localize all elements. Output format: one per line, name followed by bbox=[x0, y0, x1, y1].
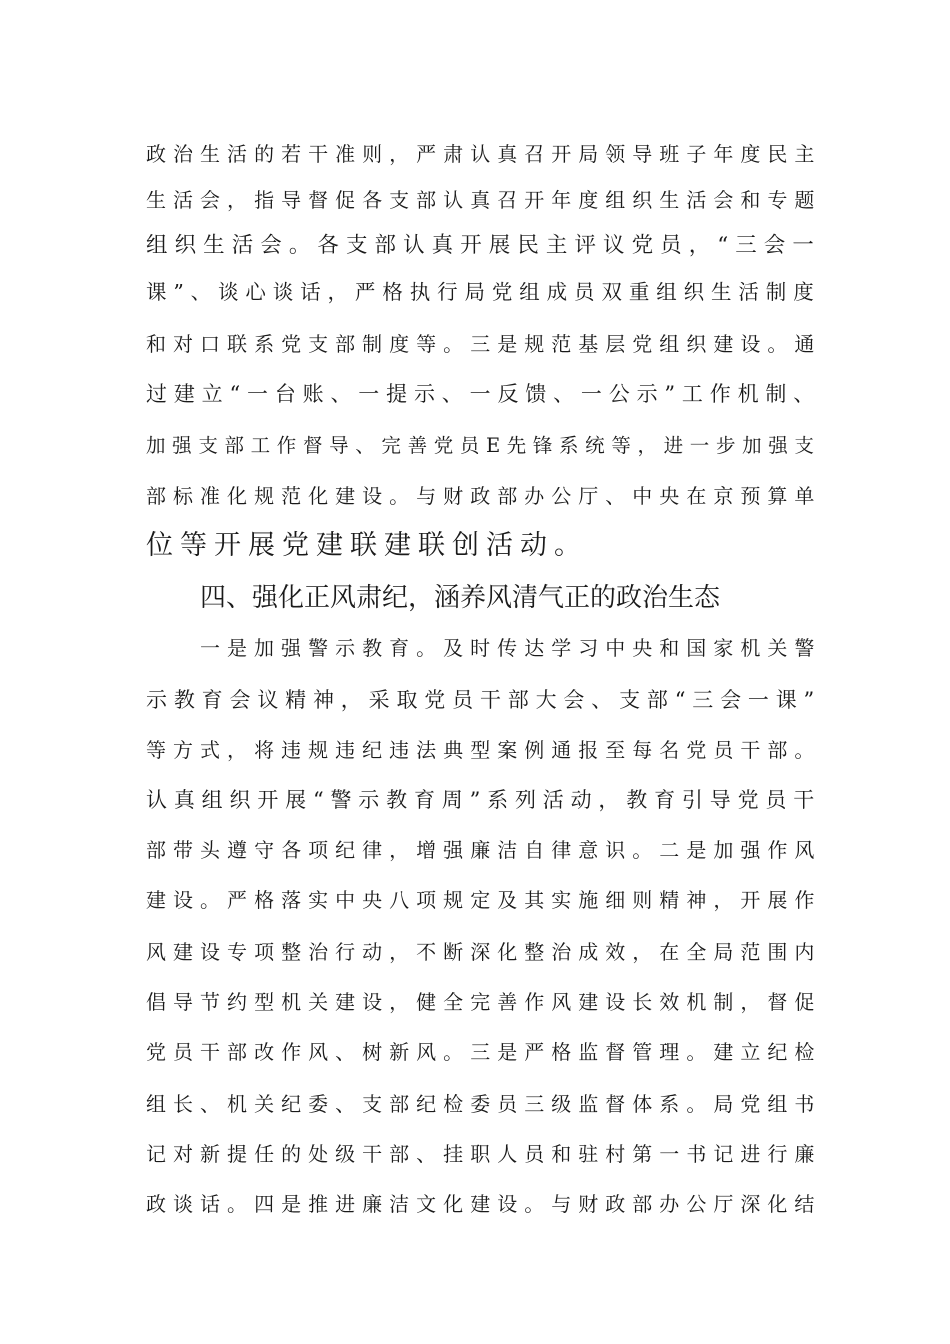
paragraph-2-line: 风 建 设 专 项 整 治 行 动 ， 不 断 深 化 整 治 成 效 ， 在 全 局 范 围 内 bbox=[146, 940, 814, 964]
paragraph-1-line: 政 治 生 活 的 若 干 准 则 ， 严 肃 认 真 召 开 局 领 导 班 子 年 度 民 主 bbox=[146, 142, 814, 166]
paragraph-1-line: 加 强 支 部 工 作 督 导 、 完 善 党 员 E 先 锋 系 统 等 ， 进 一 步 加 强 支 bbox=[146, 434, 814, 457]
section-heading: 四、强化正风肃纪，涵养风清气正的政治生态 bbox=[200, 583, 721, 613]
paragraph-1-line: 生 活 会 ， 指 导 督 促 各 支 部 认 真 召 开 年 度 组 织 生 活 会 和 专 题 bbox=[146, 188, 814, 212]
paragraph-2-line: 示 教 育 会 议 精 神 ， 采 取 党 员 干 部 大 会 、 支 部 “ 三 会 一 课 ” bbox=[146, 688, 814, 712]
paragraph-2-line: 部 带 头 遵 守 各 项 纪 律 ， 增 强 廉 洁 自 律 意 识 。 二 是 加 强 作 风 bbox=[146, 838, 814, 862]
paragraph-1-line: 过 建 立 “ 一 台 账 、 一 提 示 、 一 反 馈 、 一 公 示 ” 工 作 机 制 、 bbox=[146, 382, 814, 406]
paragraph-2-line: 等 方 式 ， 将 违 规 违 纪 违 法 典 型 案 例 通 报 至 每 名 党 员 干 部 。 bbox=[146, 738, 814, 762]
paragraph-2-line: 认 真 组 织 开 展 “ 警 示 教 育 周 ” 系 列 活 动 ， 教 育 引 导 党 员 干 bbox=[146, 788, 814, 812]
paragraph-2-line: 政 谈 话 。 四 是 推 进 廉 洁 文 化 建 设 。 与 财 政 部 办 公 厅 深 化 结 bbox=[146, 1192, 814, 1216]
paragraph-2-line: 倡 导 节 约 型 机 关 建 设 ， 健 全 完 善 作 风 建 设 长 效 机 制 ， 督 促 bbox=[146, 990, 814, 1014]
paragraph-2-line: 组 长 、 机 关 纪 委 、 支 部 纪 检 委 员 三 级 监 督 体 系 。 局 党 组 书 bbox=[146, 1092, 814, 1116]
paragraph-1-line: 和 对 口 联 系 党 支 部 制 度 等 。 三 是 规 范 基 层 党 组 织 建 设 。 通 bbox=[146, 332, 814, 356]
paragraph-2-line: 建 设 。 严 格 落 实 中 央 八 项 规 定 及 其 实 施 细 则 精 神 ， 开 展 作 bbox=[146, 888, 814, 912]
paragraph-2-line: 记 对 新 提 任 的 处 级 干 部 、 挂 职 人 员 和 驻 村 第 一 书 记 进 行 廉 bbox=[146, 1142, 814, 1166]
paragraph-2-line: 党 员 干 部 改 作 风 、 树 新 风 。 三 是 严 格 监 督 管 理 。 建 立 纪 检 bbox=[146, 1040, 814, 1064]
paragraph-1-line: 课 ” 、 谈 心 谈 话 ， 严 格 执 行 局 党 组 成 员 双 重 组 织 生 活 制 度 bbox=[146, 280, 814, 304]
paragraph-1-line: 部 标 准 化 规 范 化 建 设 。 与 财 政 部 办 公 厅 、 中 央 在 京 预 算 单 bbox=[146, 484, 814, 508]
paragraph-1-line: 位等开展党建联建联创活动。 bbox=[146, 530, 588, 561]
paragraph-2-line: 一 是 加 强 警 示 教 育 。 及 时 传 达 学 习 中 央 和 国 家 机 关 警 bbox=[200, 636, 814, 660]
paragraph-1-line: 组 织 生 活 会 。 各 支 部 认 真 开 展 民 主 评 议 党 员 ， “ 三 会 一 bbox=[146, 233, 814, 258]
